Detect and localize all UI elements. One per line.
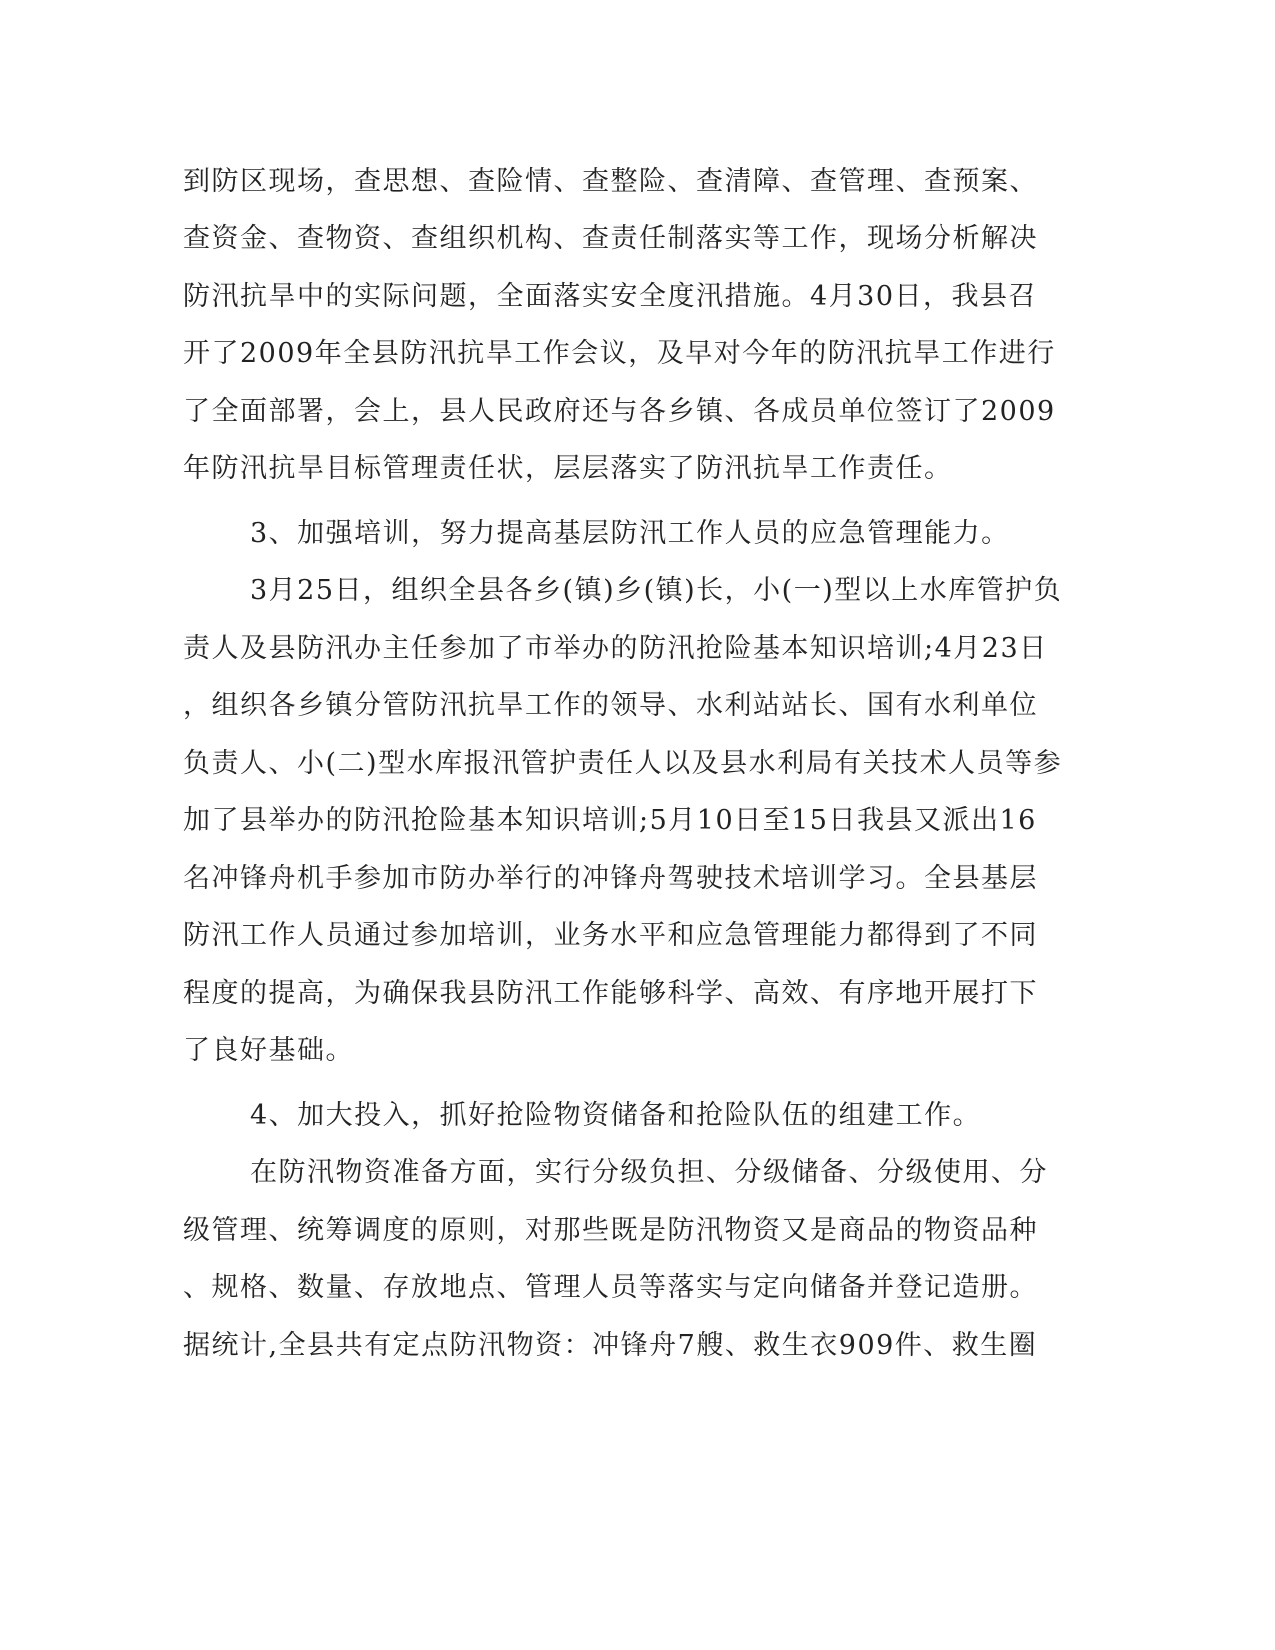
body-text-line: 防汛抗旱中的实际问题，全面落实安全度汛措施。4月30日，我县召 [183, 281, 1038, 312]
body-text-line: 责人及县防汛办主任参加了市举办的防汛抢险基本知识培训;4月23日 [183, 633, 1048, 664]
body-text-line: 名冲锋舟机手参加市防办举行的冲锋舟驾驶技术培训学习。全县基层 [183, 863, 1038, 894]
body-text-line: 级管理、统筹调度的原则，对那些既是防汛物资又是商品的物资品种 [183, 1215, 1038, 1246]
body-text-line: 据统计,全县共有定点防汛物资：冲锋舟7艘、救生衣909件、救生圈 [183, 1330, 1038, 1361]
body-text-line: 防汛工作人员通过参加培训，业务水平和应急管理能力都得到了不同 [183, 920, 1038, 951]
section-heading: 3、加强培训，努力提高基层防汛工作人员的应急管理能力。 [250, 518, 1010, 549]
body-text-line: 在防汛物资准备方面，实行分级负担、分级储备、分级使用、分 [250, 1157, 1048, 1188]
body-text-line: 开了2009年全县防汛抗旱工作会议，及早对今年的防汛抗旱工作进行 [183, 338, 1056, 369]
body-text-line: 年防汛抗旱目标管理责任状，层层落实了防汛抗旱工作责任。 [183, 453, 953, 484]
section-heading: 4、加大投入，抓好抢险物资储备和抢险队伍的组建工作。 [250, 1100, 982, 1131]
body-text-line: 加了县举办的防汛抢险基本知识培训;5月10日至15日我县又派出16 [183, 805, 1037, 836]
body-text-line: 3月25日，组织全县各乡(镇)乡(镇)长，小(一)型以上水库管护负 [250, 575, 1063, 606]
body-text-line: 了良好基础。 [183, 1035, 354, 1066]
body-text-line: 、规格、数量、存放地点、管理人员等落实与定向储备并登记造册。 [183, 1272, 1038, 1303]
body-text-line: 程度的提高，为确保我县防汛工作能够科学、高效、有序地开展打下 [183, 978, 1038, 1009]
body-text-line: 了全面部署，会上，县人民政府还与各乡镇、各成员单位签订了2009 [183, 396, 1056, 427]
body-text-line: 查资金、查物资、查组织机构、查责任制落实等工作，现场分析解决 [183, 223, 1038, 254]
body-text-line: 负责人、小(二)型水库报汛管护责任人以及县水利局有关技术人员等参 [183, 748, 1063, 779]
body-text-line: ，组织各乡镇分管防汛抗旱工作的领导、水利站站长、国有水利单位 [183, 690, 1038, 721]
body-text-line: 到防区现场，查思想、查险情、查整险、查清障、查管理、查预案、 [183, 166, 1038, 197]
